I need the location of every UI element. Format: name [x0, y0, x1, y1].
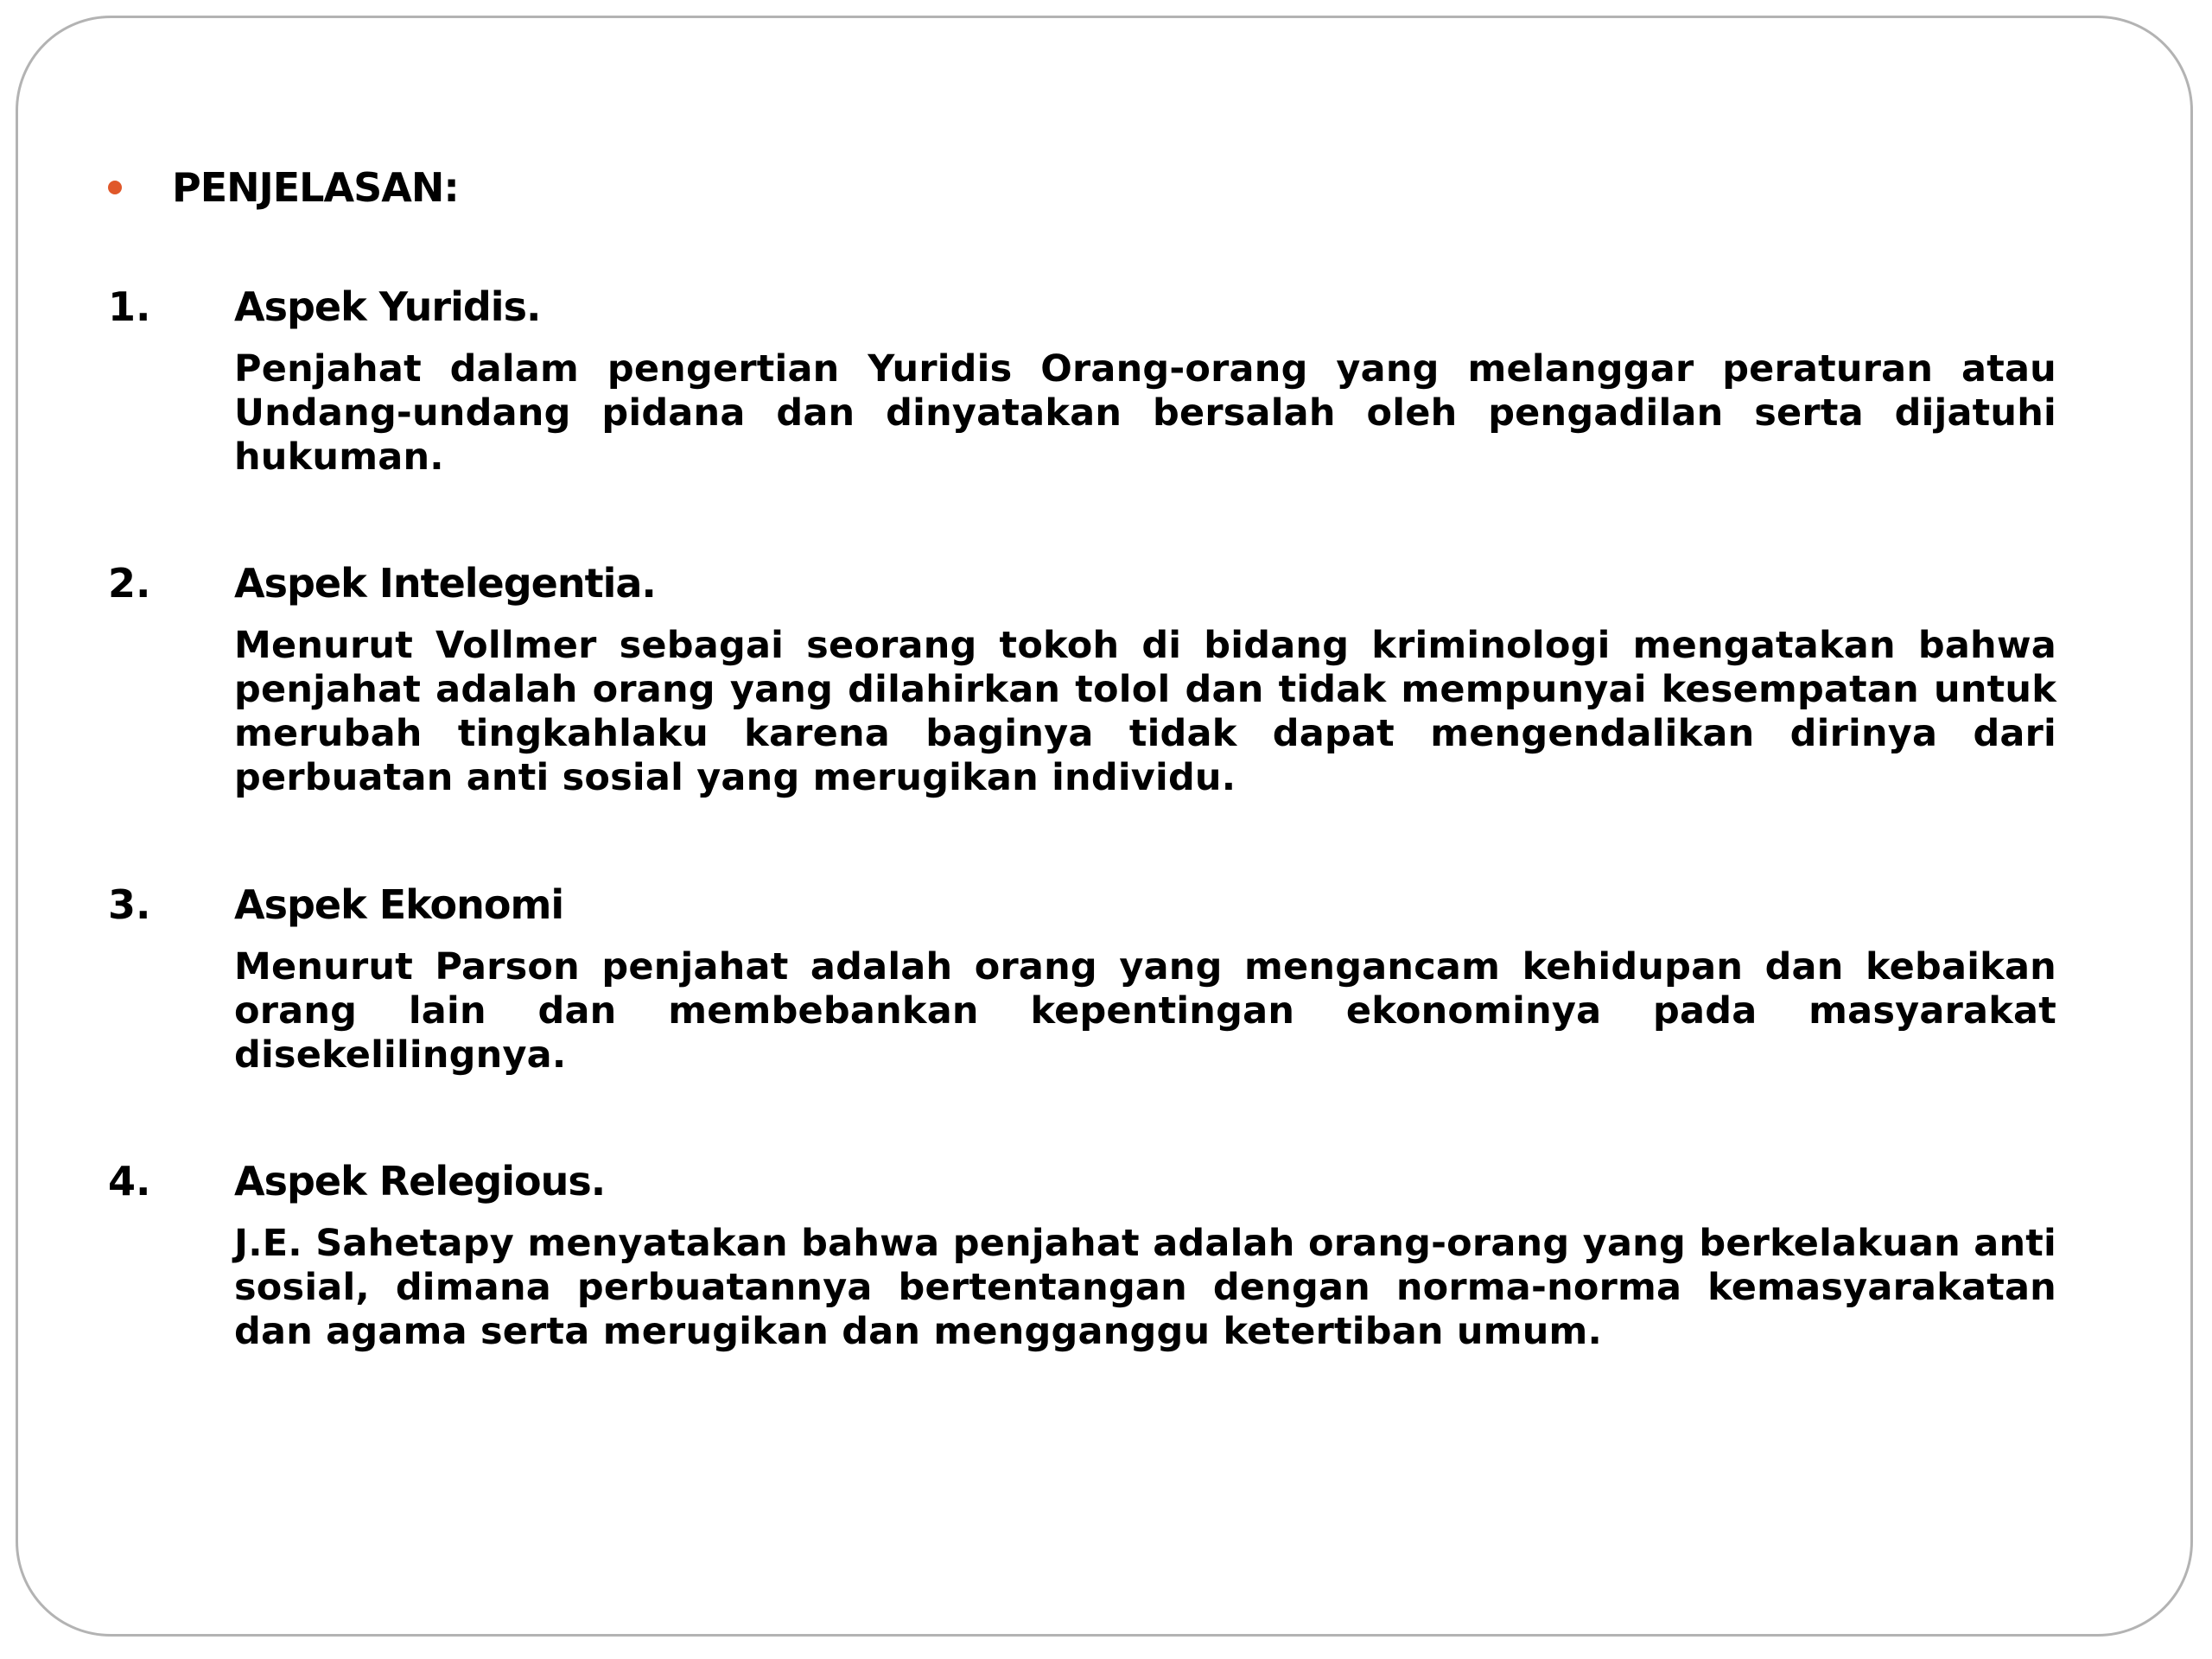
section-number: 4.	[108, 1158, 151, 1205]
section-title: Aspek Relegious.	[234, 1158, 606, 1205]
slide-heading: PENJELASAN:	[172, 164, 459, 211]
section-body: Penjahat dalam pengertian Yuridis Orang-orang yang melanggar peraturan atau Undang-undang pidana dan dinyatakan bersalah oleh pengadilan serta dijatuhi hukuman.	[234, 347, 2056, 479]
section-relegious	[108, 1158, 2056, 1354]
section-number: 3.	[108, 881, 151, 928]
section-title: Aspek Intelegentia.	[234, 560, 656, 607]
section-title: Aspek Ekonomi	[234, 881, 564, 928]
section-ekonomi	[108, 881, 2056, 1077]
section-title-row	[108, 881, 2056, 938]
section-body: Menurut Vollmer sebagai seorang tokoh di bidang kriminologi mengatakan bahwa penjahat adalah orang yang dilahirkan tolol dan tidak mempunyai kesempatan untuk merubah tingkahlaku karena baginya tidak dapat mengendalikan dirinya dari perbuatan anti sosial yang merugikan individu.	[234, 624, 2056, 799]
section-title-row	[108, 283, 2056, 340]
section-title-row	[108, 560, 2056, 617]
section-body: J.E. Sahetapy menyatakan bahwa penjahat adalah orang-orang yang berkelakuan anti sosial, dimana perbuatannya bertentangan dengan norma-norma kemasyarakatan dan agama serta merugikan dan mengganggu ketertiban umum.	[234, 1222, 2056, 1353]
section-number: 2.	[108, 560, 151, 607]
bullet-dot-icon	[108, 181, 122, 194]
slide-frame	[16, 16, 2193, 1637]
section-intelegentia	[108, 560, 2056, 800]
section-number: 1.	[108, 283, 151, 330]
heading-row	[108, 157, 459, 218]
section-title-row	[108, 1158, 2056, 1215]
section-yuridis	[108, 283, 2056, 480]
section-title: Aspek Yuridis.	[234, 283, 541, 330]
section-body: Menurut Parson penjahat adalah orang yang mengancam kehidupan dan kebaikan orang lain dan membebankan kepentingan ekonominya pada masyarakat disekelilingnya.	[234, 945, 2056, 1077]
